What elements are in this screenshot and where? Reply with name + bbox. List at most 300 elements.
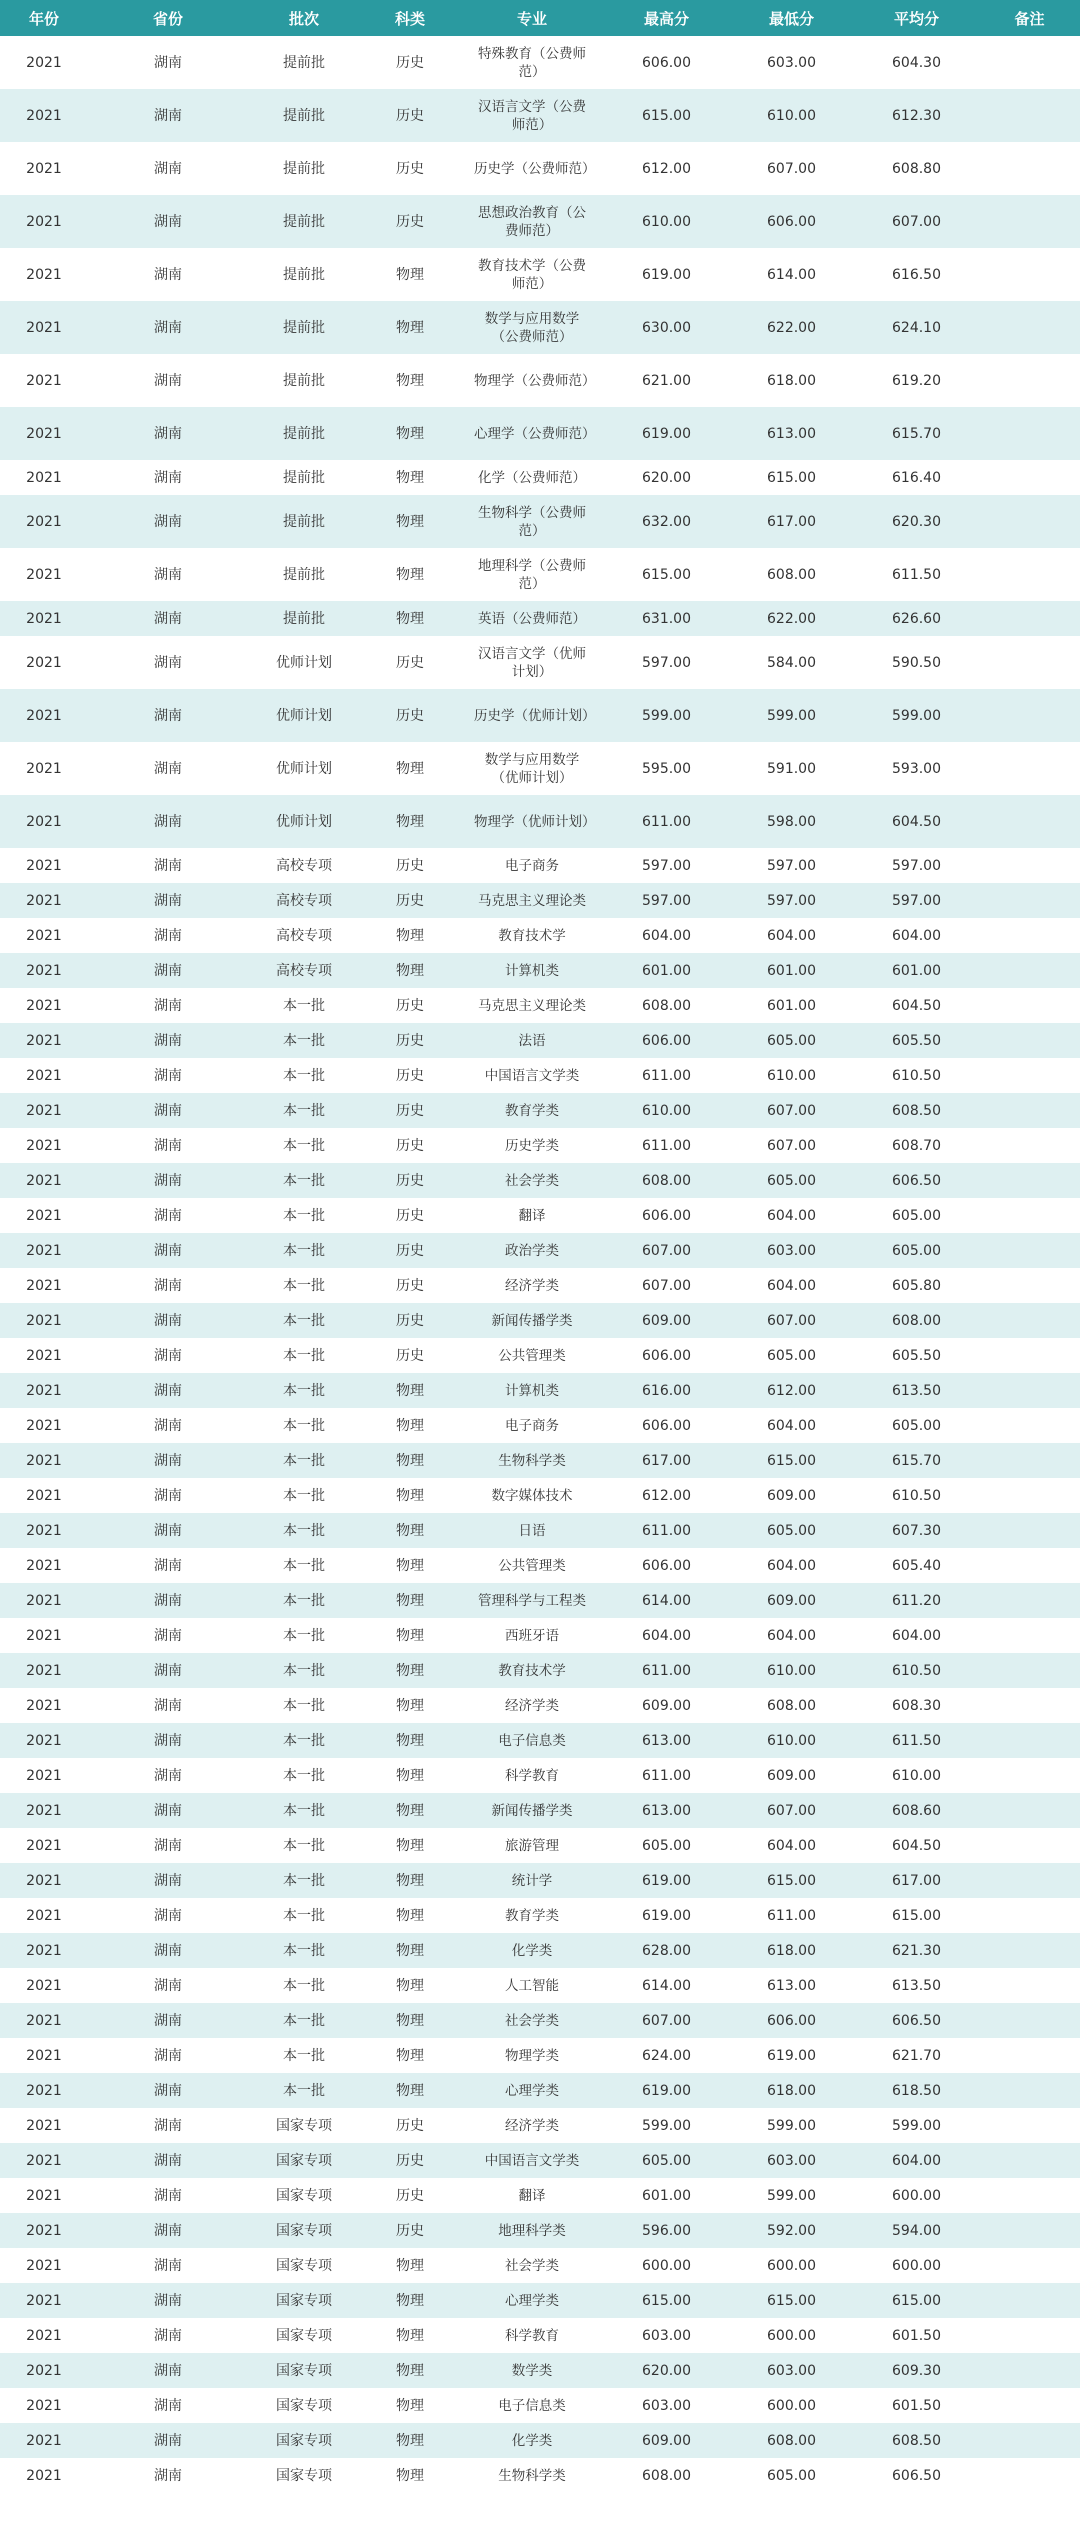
cell-avg-score: 626.60 (892, 610, 941, 627)
table-row (0, 1548, 1080, 1583)
cell-province: 湖南 (154, 1172, 182, 1189)
table-row (0, 1198, 1080, 1233)
cell-province: 湖南 (154, 469, 182, 486)
cell-min-score: 622.00 (767, 319, 816, 336)
cell-avg-score: 604.00 (892, 1627, 941, 1644)
cell-remarks (979, 1863, 1080, 1898)
cell-remarks (979, 2283, 1080, 2318)
cell-remarks (979, 1723, 1080, 1758)
cell-max-score: 599.00 (642, 2117, 691, 2134)
cell-min-score: 609.00 (767, 1592, 816, 1609)
table-row (0, 1373, 1080, 1408)
cell-subject: 物理 (396, 1592, 424, 1609)
table-row (0, 848, 1080, 883)
cell-major: 中国语言文学类 (484, 1067, 580, 1084)
cell-min-score: 605.00 (767, 1522, 816, 1539)
cell-max-score: 603.00 (642, 2397, 691, 2414)
cell-major: 教育技术学（公费师范） (478, 257, 586, 292)
cell-province: 湖南 (154, 1732, 182, 1749)
cell-province: 湖南 (154, 2117, 182, 2134)
header-min-score: 最低分 (768, 9, 814, 28)
cell-min-score: 615.00 (767, 2292, 816, 2309)
cell-remarks (979, 2038, 1080, 2073)
cell-subject: 物理 (396, 2257, 424, 2274)
cell-avg-score: 616.50 (892, 266, 941, 283)
cell-subject: 物理 (396, 760, 424, 777)
cell-max-score: 619.00 (642, 425, 691, 442)
cell-major: 社会学类 (505, 2012, 559, 2029)
cell-batch: 本一批 (283, 1277, 325, 1294)
cell-remarks (979, 2248, 1080, 2283)
table-row (0, 1303, 1080, 1338)
cell-min-score: 605.00 (767, 1172, 816, 1189)
cell-remarks (979, 2353, 1080, 2388)
cell-min-score: 605.00 (767, 1032, 816, 1049)
table-row (0, 407, 1080, 460)
table-row (0, 1583, 1080, 1618)
cell-province: 湖南 (154, 2292, 182, 2309)
cell-avg-score: 604.00 (892, 927, 941, 944)
cell-province: 湖南 (154, 2187, 182, 2204)
cell-avg-score: 618.50 (892, 2082, 941, 2099)
cell-province: 湖南 (154, 1487, 182, 1504)
cell-remarks (979, 1128, 1080, 1163)
cell-avg-score: 605.50 (892, 1347, 941, 1364)
cell-major: 数学类 (511, 2362, 553, 2379)
cell-max-score: 597.00 (642, 857, 691, 874)
cell-avg-score: 606.50 (892, 2467, 941, 2484)
cell-min-score: 604.00 (767, 1557, 816, 1574)
cell-batch: 提前批 (283, 372, 325, 389)
cell-max-score: 621.00 (642, 372, 691, 389)
table-row (0, 2213, 1080, 2248)
cell-year: 2021 (26, 1767, 62, 1784)
cell-max-score: 631.00 (642, 610, 691, 627)
cell-min-score: 618.00 (767, 372, 816, 389)
table-row (0, 2108, 1080, 2143)
table-row (0, 988, 1080, 1023)
cell-province: 湖南 (154, 2047, 182, 2064)
cell-batch: 本一批 (283, 2047, 325, 2064)
table-row (0, 1478, 1080, 1513)
cell-min-score: 619.00 (767, 2047, 816, 2064)
cell-year: 2021 (26, 160, 62, 177)
cell-remarks (979, 1688, 1080, 1723)
cell-avg-score: 590.50 (892, 654, 941, 671)
table-row (0, 2423, 1080, 2458)
cell-max-score: 604.00 (642, 927, 691, 944)
cell-batch: 提前批 (283, 319, 325, 336)
cell-major: 马克思主义理论类 (478, 997, 586, 1014)
cell-max-score: 607.00 (642, 1277, 691, 1294)
table-row (0, 248, 1080, 301)
cell-remarks (979, 2108, 1080, 2143)
cell-max-score: 599.00 (642, 707, 691, 724)
table-row (0, 1688, 1080, 1723)
cell-remarks (979, 2213, 1080, 2248)
cell-max-score: 624.00 (642, 2047, 691, 2064)
cell-province: 湖南 (154, 760, 182, 777)
cell-remarks (979, 495, 1080, 548)
cell-year: 2021 (26, 1662, 62, 1679)
cell-province: 湖南 (154, 2397, 182, 2414)
cell-province: 湖南 (154, 2432, 182, 2449)
cell-subject: 历史 (396, 1172, 424, 1189)
cell-year: 2021 (26, 2152, 62, 2169)
cell-avg-score: 601.50 (892, 2327, 941, 2344)
cell-subject: 物理 (396, 1557, 424, 1574)
cell-year: 2021 (26, 1277, 62, 1294)
cell-subject: 物理 (396, 372, 424, 389)
table-row (0, 2143, 1080, 2178)
cell-avg-score: 600.00 (892, 2187, 941, 2204)
cell-province: 湖南 (154, 2222, 182, 2239)
cell-year: 2021 (26, 813, 62, 830)
cell-min-score: 604.00 (767, 1207, 816, 1224)
cell-batch: 本一批 (283, 1312, 325, 1329)
cell-year: 2021 (26, 2082, 62, 2099)
cell-min-score: 601.00 (767, 962, 816, 979)
cell-year: 2021 (26, 857, 62, 874)
cell-avg-score: 608.70 (892, 1137, 941, 1154)
cell-major: 数学与应用数学（优师计划） (484, 751, 580, 786)
cell-batch: 高校专项 (276, 962, 332, 979)
cell-subject: 物理 (396, 1732, 424, 1749)
table-row (0, 742, 1080, 795)
cell-batch: 本一批 (283, 1137, 325, 1154)
header-batch: 批次 (288, 9, 319, 28)
cell-subject: 历史 (396, 1032, 424, 1049)
cell-major: 物理学（公费师范） (474, 372, 596, 389)
cell-province: 湖南 (154, 1662, 182, 1679)
table-row (0, 1268, 1080, 1303)
table-row (0, 636, 1080, 689)
cell-subject: 物理 (396, 1942, 424, 1959)
cell-subject: 历史 (396, 997, 424, 1014)
cell-max-score: 614.00 (642, 1592, 691, 1609)
cell-subject: 物理 (396, 2292, 424, 2309)
cell-province: 湖南 (154, 54, 182, 71)
cell-remarks (979, 1373, 1080, 1408)
table-row (0, 689, 1080, 742)
cell-batch: 本一批 (283, 1102, 325, 1119)
table-row (0, 2388, 1080, 2423)
cell-max-score: 610.00 (642, 1102, 691, 1119)
header-avg-score: 平均分 (893, 9, 939, 28)
header-subject: 科类 (394, 9, 425, 28)
cell-major: 中国语言文学类 (484, 2152, 580, 2169)
table-row (0, 36, 1080, 89)
cell-year: 2021 (26, 566, 62, 583)
cell-major: 人工智能 (505, 1977, 559, 1994)
cell-max-score: 596.00 (642, 2222, 691, 2239)
cell-batch: 本一批 (283, 1592, 325, 1609)
cell-subject: 物理 (396, 2012, 424, 2029)
cell-subject: 物理 (396, 1522, 424, 1539)
cell-avg-score: 613.50 (892, 1977, 941, 1994)
cell-province: 湖南 (154, 997, 182, 1014)
cell-avg-score: 611.50 (892, 566, 941, 583)
cell-min-score: 608.00 (767, 2432, 816, 2449)
cell-avg-score: 605.00 (892, 1417, 941, 1434)
cell-max-score: 605.00 (642, 2152, 691, 2169)
cell-batch: 本一批 (283, 1242, 325, 1259)
cell-remarks (979, 883, 1080, 918)
cell-remarks (979, 1653, 1080, 1688)
cell-max-score: 613.00 (642, 1802, 691, 1819)
cell-min-score: 603.00 (767, 1242, 816, 1259)
cell-remarks (979, 1023, 1080, 1058)
cell-batch: 本一批 (283, 1347, 325, 1364)
cell-max-score: 609.00 (642, 1697, 691, 1714)
cell-avg-score: 611.50 (892, 1732, 941, 1749)
cell-avg-score: 605.00 (892, 1207, 941, 1224)
cell-subject: 物理 (396, 425, 424, 442)
cell-batch: 本一批 (283, 1172, 325, 1189)
cell-major: 管理科学与工程类 (478, 1592, 586, 1609)
cell-min-score: 599.00 (767, 707, 816, 724)
cell-year: 2021 (26, 1592, 62, 1609)
cell-major: 马克思主义理论类 (478, 892, 586, 909)
cell-batch: 高校专项 (276, 857, 332, 874)
cell-max-score: 632.00 (642, 513, 691, 530)
table-row (0, 2318, 1080, 2353)
cell-year: 2021 (26, 266, 62, 283)
cell-remarks (979, 2143, 1080, 2178)
cell-year: 2021 (26, 2467, 62, 2484)
cell-batch: 本一批 (283, 1802, 325, 1819)
cell-avg-score: 599.00 (892, 2117, 941, 2134)
cell-province: 湖南 (154, 892, 182, 909)
cell-remarks (979, 689, 1080, 742)
cell-major: 公共管理类 (498, 1347, 566, 1364)
cell-min-score: 615.00 (767, 1452, 816, 1469)
cell-year: 2021 (26, 213, 62, 230)
cell-min-score: 599.00 (767, 2187, 816, 2204)
cell-min-score: 599.00 (767, 2117, 816, 2134)
cell-province: 湖南 (154, 1767, 182, 1784)
cell-min-score: 615.00 (767, 469, 816, 486)
cell-min-score: 604.00 (767, 1417, 816, 1434)
cell-remarks (979, 1968, 1080, 2003)
cell-min-score: 609.00 (767, 1767, 816, 1784)
cell-subject: 历史 (396, 107, 424, 124)
cell-subject: 物理 (396, 1872, 424, 1889)
cell-remarks (979, 1513, 1080, 1548)
cell-avg-score: 621.30 (892, 1942, 941, 1959)
cell-year: 2021 (26, 319, 62, 336)
cell-remarks (979, 195, 1080, 248)
cell-avg-score: 601.00 (892, 962, 941, 979)
header-province: 省份 (152, 9, 183, 28)
cell-subject: 历史 (396, 1207, 424, 1224)
cell-major: 汉语言文学（优师计划） (478, 645, 586, 680)
cell-province: 湖南 (154, 566, 182, 583)
cell-subject: 物理 (396, 469, 424, 486)
cell-major: 翻译 (518, 1207, 546, 1224)
cell-year: 2021 (26, 425, 62, 442)
cell-min-score: 600.00 (767, 2397, 816, 2414)
cell-max-score: 608.00 (642, 2467, 691, 2484)
cell-remarks (979, 2318, 1080, 2353)
cell-remarks (979, 636, 1080, 689)
cell-batch: 本一批 (283, 1417, 325, 1434)
cell-major: 生物科学类 (498, 1452, 566, 1469)
cell-subject: 物理 (396, 266, 424, 283)
cell-remarks (979, 795, 1080, 848)
cell-remarks (979, 1198, 1080, 1233)
table-row (0, 142, 1080, 195)
cell-min-score: 603.00 (767, 54, 816, 71)
cell-major: 科学教育 (505, 1767, 559, 1784)
cell-max-score: 606.00 (642, 1347, 691, 1364)
cell-year: 2021 (26, 1067, 62, 1084)
cell-batch: 国家专项 (276, 2292, 332, 2309)
cell-avg-score: 600.00 (892, 2257, 941, 2274)
cell-remarks (979, 407, 1080, 460)
cell-max-score: 611.00 (642, 1067, 691, 1084)
cell-max-score: 608.00 (642, 997, 691, 1014)
cell-province: 湖南 (154, 707, 182, 724)
cell-batch: 本一批 (283, 1382, 325, 1399)
cell-avg-score: 616.40 (892, 469, 941, 486)
cell-subject: 历史 (396, 160, 424, 177)
cell-remarks (979, 301, 1080, 354)
cell-remarks (979, 953, 1080, 988)
cell-year: 2021 (26, 1837, 62, 1854)
cell-batch: 优师计划 (276, 760, 332, 777)
cell-batch: 国家专项 (276, 2257, 332, 2274)
cell-batch: 提前批 (283, 266, 325, 283)
cell-major: 历史学（公费师范） (474, 160, 596, 177)
cell-min-score: 600.00 (767, 2327, 816, 2344)
cell-min-score: 618.00 (767, 1942, 816, 1959)
cell-province: 湖南 (154, 1697, 182, 1714)
cell-major: 旅游管理 (505, 1837, 559, 1854)
table-row (0, 1058, 1080, 1093)
cell-year: 2021 (26, 997, 62, 1014)
cell-batch: 本一批 (283, 1557, 325, 1574)
cell-remarks (979, 142, 1080, 195)
table-row (0, 1513, 1080, 1548)
cell-avg-score: 605.40 (892, 1557, 941, 1574)
cell-remarks (979, 742, 1080, 795)
cell-min-score: 610.00 (767, 1732, 816, 1749)
cell-avg-score: 605.00 (892, 1242, 941, 1259)
cell-remarks (979, 1793, 1080, 1828)
cell-subject: 物理 (396, 2432, 424, 2449)
cell-province: 湖南 (154, 1137, 182, 1154)
cell-min-score: 613.00 (767, 1977, 816, 1994)
cell-subject: 历史 (396, 1277, 424, 1294)
table-row (0, 1968, 1080, 2003)
cell-batch: 国家专项 (276, 2187, 332, 2204)
cell-province: 湖南 (154, 2012, 182, 2029)
cell-subject: 物理 (396, 2467, 424, 2484)
cell-min-score: 617.00 (767, 513, 816, 530)
cell-batch: 高校专项 (276, 892, 332, 909)
cell-remarks (979, 1583, 1080, 1618)
cell-province: 湖南 (154, 2362, 182, 2379)
cell-max-score: 611.00 (642, 1137, 691, 1154)
table-row (0, 1408, 1080, 1443)
cell-province: 湖南 (154, 1942, 182, 1959)
cell-max-score: 601.00 (642, 962, 691, 979)
cell-remarks (979, 1233, 1080, 1268)
cell-batch: 本一批 (283, 1872, 325, 1889)
cell-major: 新闻传播学类 (491, 1802, 573, 1819)
cell-major: 地理科学类 (498, 2222, 566, 2239)
table-row (0, 1758, 1080, 1793)
cell-province: 湖南 (154, 610, 182, 627)
cell-batch: 国家专项 (276, 2432, 332, 2449)
cell-avg-score: 604.30 (892, 54, 941, 71)
table-row (0, 1898, 1080, 1933)
table-row (0, 1093, 1080, 1128)
cell-max-score: 612.00 (642, 1487, 691, 1504)
cell-remarks (979, 2003, 1080, 2038)
cell-min-score: 605.00 (767, 1347, 816, 1364)
cell-avg-score: 613.50 (892, 1382, 941, 1399)
cell-max-score: 615.00 (642, 107, 691, 124)
cell-major: 西班牙语 (505, 1627, 559, 1644)
cell-max-score: 606.00 (642, 54, 691, 71)
cell-batch: 国家专项 (276, 2152, 332, 2169)
table-row (0, 1653, 1080, 1688)
cell-major: 电子商务 (505, 1417, 559, 1434)
cell-batch: 本一批 (283, 1522, 325, 1539)
cell-batch: 提前批 (283, 513, 325, 530)
cell-year: 2021 (26, 962, 62, 979)
cell-province: 湖南 (154, 2327, 182, 2344)
cell-avg-score: 604.50 (892, 813, 941, 830)
cell-max-score: 620.00 (642, 2362, 691, 2379)
cell-year: 2021 (26, 707, 62, 724)
cell-province: 湖南 (154, 1067, 182, 1084)
cell-major: 历史学（优师计划） (474, 707, 596, 724)
cell-max-score: 607.00 (642, 1242, 691, 1259)
cell-subject: 物理 (396, 319, 424, 336)
cell-min-score: 604.00 (767, 1277, 816, 1294)
cell-batch: 本一批 (283, 1732, 325, 1749)
cell-max-score: 611.00 (642, 813, 691, 830)
cell-batch: 本一批 (283, 1907, 325, 1924)
cell-province: 湖南 (154, 425, 182, 442)
cell-avg-score: 624.10 (892, 319, 941, 336)
table-row (0, 548, 1080, 601)
cell-major: 心理学（公费师范） (474, 425, 596, 442)
cell-batch: 本一批 (283, 1032, 325, 1049)
cell-avg-score: 606.50 (892, 1172, 941, 1189)
cell-avg-score: 607.00 (892, 213, 941, 230)
cell-major: 经济学类 (505, 2117, 559, 2134)
cell-major: 数学与应用数学（公费师范） (484, 310, 580, 345)
cell-batch: 提前批 (283, 54, 325, 71)
cell-batch: 优师计划 (276, 707, 332, 724)
cell-major: 特殊教育（公费师范） (478, 45, 586, 80)
table-row (0, 1618, 1080, 1653)
cell-subject: 物理 (396, 1487, 424, 1504)
cell-batch: 提前批 (283, 469, 325, 486)
cell-year: 2021 (26, 927, 62, 944)
cell-province: 湖南 (154, 266, 182, 283)
cell-max-score: 597.00 (642, 654, 691, 671)
cell-major: 法语 (518, 1032, 546, 1049)
cell-province: 湖南 (154, 513, 182, 530)
cell-avg-score: 608.80 (892, 160, 941, 177)
cell-subject: 物理 (396, 2362, 424, 2379)
cell-min-score: 603.00 (767, 2362, 816, 2379)
